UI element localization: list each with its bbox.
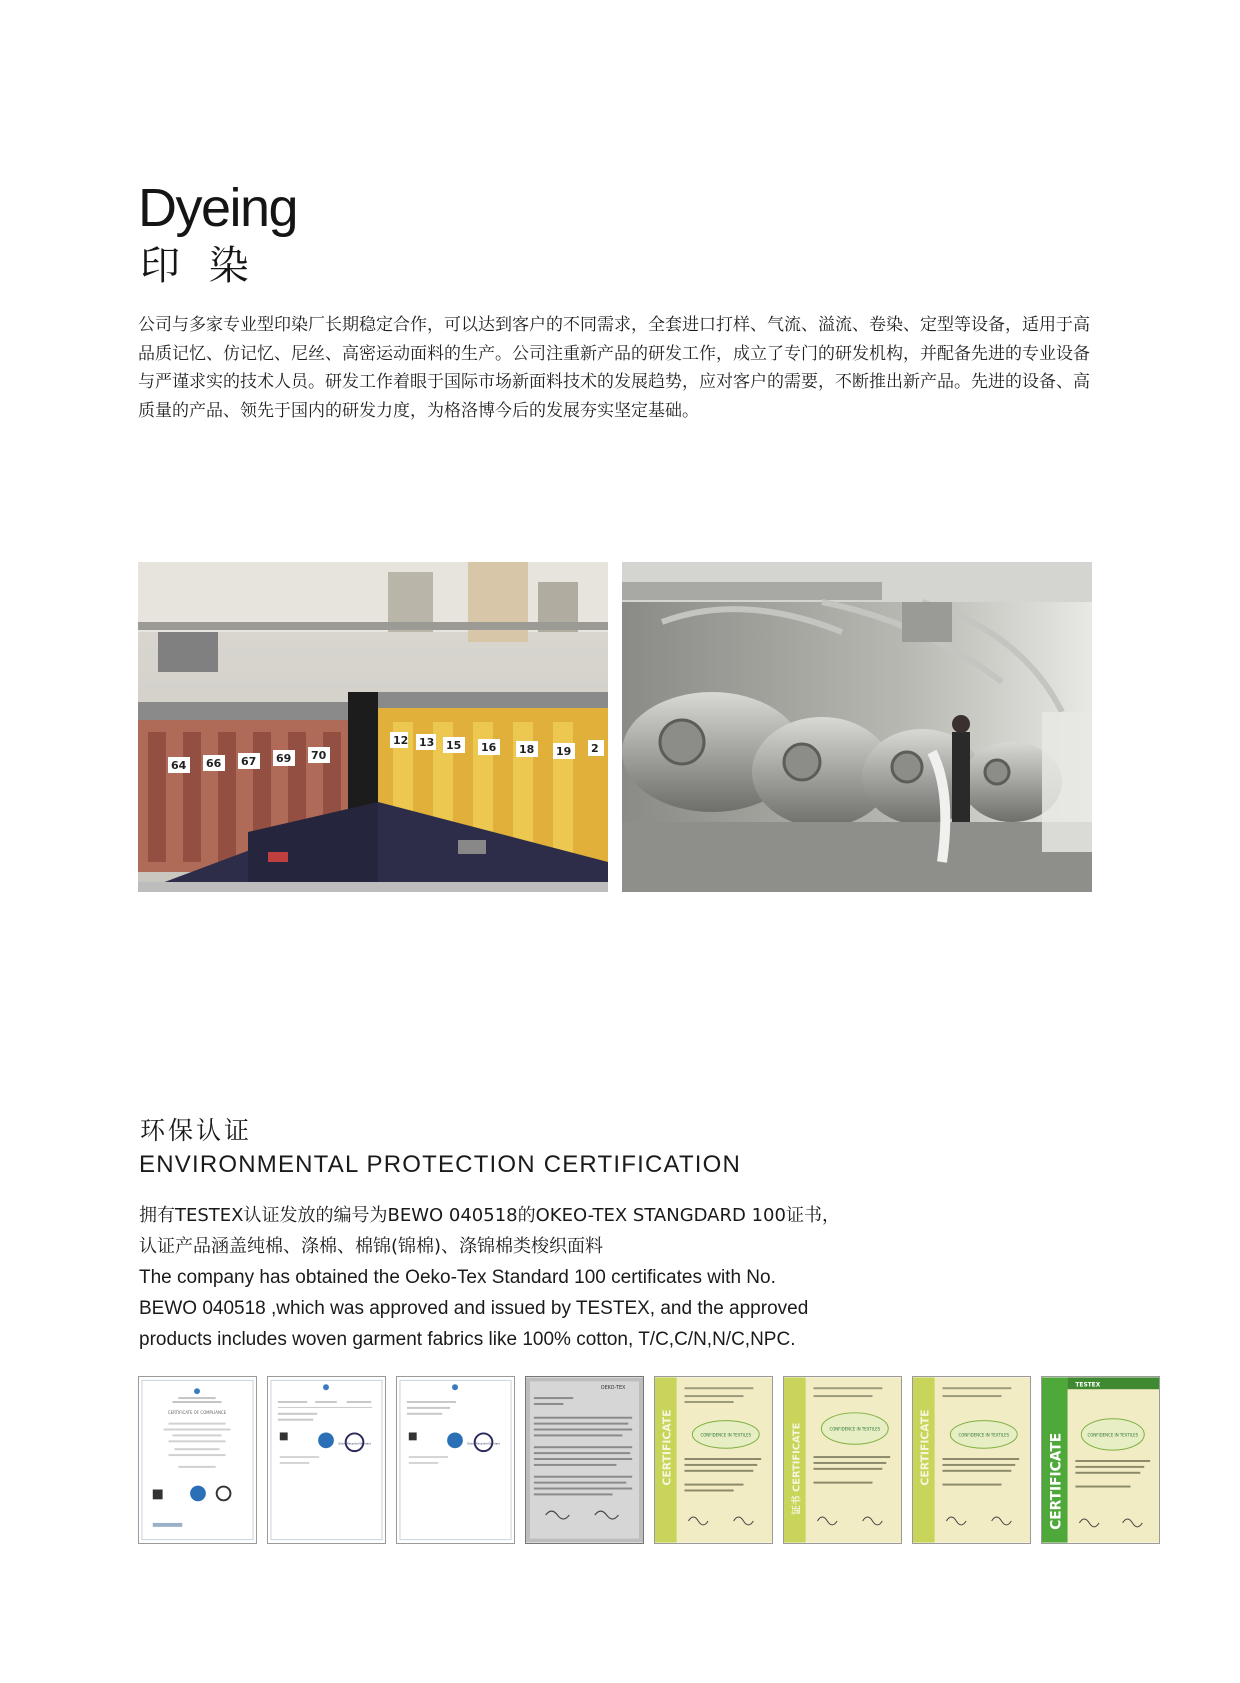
bottle-label: 69: [276, 752, 292, 765]
certificate-green-cn-image: [784, 1377, 901, 1543]
certification-title: ENVIRONMENTAL PROTECTION CERTIFICATION: [139, 1151, 742, 1178]
oekotex-logo-text: OEKO-TEX: [600, 1385, 626, 1392]
certification-text-en-1: The company has obtained the Oeko-Tex Standard 100 certificates with No.: [139, 1267, 776, 1288]
bottle-label: 2: [591, 742, 599, 755]
certificate-thumbnail: [525, 1376, 644, 1544]
certificate-grs-image: [268, 1377, 385, 1543]
certification-title-chinese: 环保认证: [140, 1116, 253, 1145]
certification-text-cn-1: 拥有TESTEX认证发放的编号为BEWO 040518的OKEO-TEX STANGDARD 100证书，: [139, 1205, 840, 1226]
bottle-label: 13: [419, 736, 435, 749]
certification-text-en-3: products includes woven garment fabrics like 100% cotton, T/C,C/N,N/C,NPC.: [139, 1329, 796, 1350]
certificate-grs-image: [397, 1377, 514, 1543]
certification-text-cn-2: 认证产品涵盖纯棉、涤棉、棉锦(锦棉)、涤锦棉类梭织面料: [139, 1236, 604, 1257]
certificate-thumbnail: [783, 1376, 902, 1544]
bottle-label: 12: [393, 734, 409, 747]
certificate-banner: 证书 CERTIFICATE: [791, 1422, 803, 1516]
confidence-badge: CONFIDENCE IN TEXTILES: [700, 1432, 752, 1438]
certification-description: [139, 1200, 1139, 1355]
confidence-badge: CONFIDENCE IN TEXTILES: [829, 1426, 881, 1432]
certificate-testex-image: [1042, 1377, 1159, 1543]
certificate-compliance-image: [139, 1377, 256, 1543]
certificate-green-image: [913, 1377, 1030, 1543]
certificate-banner: CERTIFICATE: [918, 1409, 932, 1486]
bottle-label: 64: [171, 759, 187, 772]
dye-lab-illustration: [138, 562, 608, 892]
bottle-label: 18: [519, 743, 535, 756]
certification-text-en-2: BEWO 040518 ,which was approved and issued by TESTEX, and the approved: [139, 1298, 809, 1319]
certificate-thumbnails: [138, 1376, 1160, 1546]
certificate-heading: CERTIFICATE OF COMPLIANCE: [167, 1409, 227, 1415]
confidence-badge: CONFIDENCE IN TEXTILES: [1087, 1432, 1139, 1438]
certificate-thumbnail: [396, 1376, 515, 1544]
grs-logo-text: Global Recycled Standard: [338, 1442, 371, 1446]
certificate-thumbnail: [1041, 1376, 1160, 1544]
certificate-thumbnail: [912, 1376, 1031, 1544]
certificate-thumbnail: [654, 1376, 773, 1544]
bottle-label: 15: [446, 739, 462, 752]
bottle-label: 67: [241, 755, 257, 768]
certificate-banner: CERTIFICATE: [660, 1409, 674, 1486]
bottle-label: 70: [311, 749, 327, 762]
dyeing-machine-photo: [622, 562, 1092, 892]
page-title-chinese: 印 染: [140, 243, 257, 289]
grs-logo-text: Global Recycled Standard: [467, 1442, 500, 1446]
page-title: Dyeing: [138, 178, 298, 238]
certificate-thumbnail: [267, 1376, 386, 1544]
certificate-thumbnail: [138, 1376, 257, 1544]
dye-lab-photo: [138, 562, 608, 892]
testex-brand: TESTEX: [1075, 1382, 1101, 1389]
bottle-label: 66: [206, 757, 222, 770]
certificate-banner: CERTIFICATE: [1048, 1432, 1065, 1530]
certificate-oekotex-letter-image: [526, 1377, 643, 1543]
dyeing-machine-illustration: [622, 562, 1092, 892]
bottle-label: 16: [481, 741, 497, 754]
confidence-badge: CONFIDENCE IN TEXTILES: [958, 1432, 1010, 1438]
intro-paragraph: 公司与多家专业型印染厂长期稳定合作，可以达到客户的不同需求，全套进口打样、气流、溢流、卷染、定型等设备，适用于高品质记忆、仿记忆、尼丝、高密运动面料的生产。公司注重新产品的研发工作，成立了专门的研发机构，并配备先进的专业设备与严谨求实的技术人员。研发工作着眼于国际市场新面料技术的发展趋势，应对客户的需要，不断推出新产品。先进的设备、高质量的产品、领先于国内的研发力度，为格洛博今后的发展夯实坚定基础。: [138, 315, 1090, 421]
bottle-label: 19: [556, 745, 572, 758]
certificate-green-image: [655, 1377, 772, 1543]
